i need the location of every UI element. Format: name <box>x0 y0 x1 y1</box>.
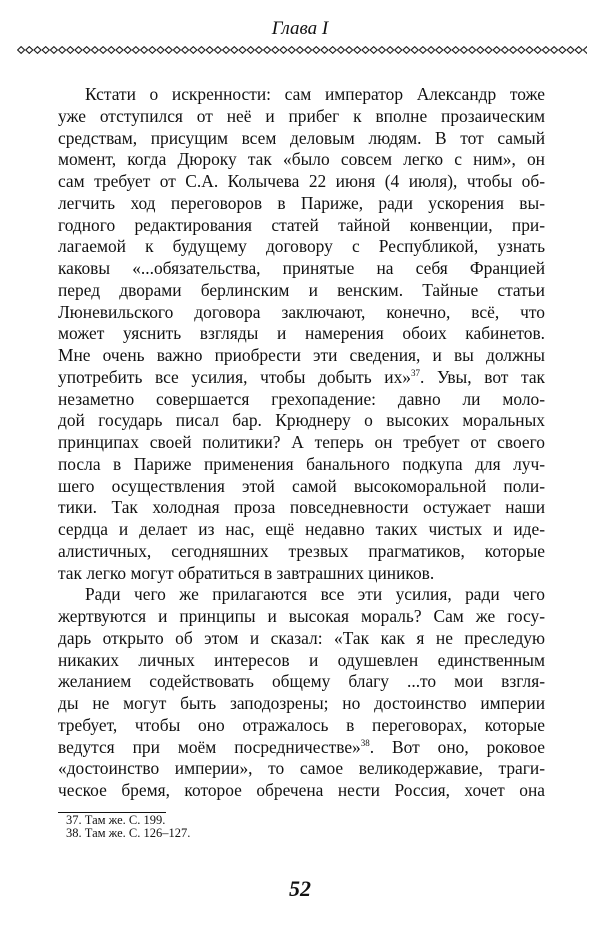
line-text: дой государь писал бар. Крюднеру о высоких моральных <box>58 410 545 431</box>
text-line <box>58 280 545 302</box>
text-line <box>58 563 545 585</box>
running-header: Глава I <box>271 18 329 39</box>
text-line <box>58 215 545 237</box>
line-text: Кстати о искренности: сам император Александр тоже <box>85 84 545 104</box>
line-text: легчить ход переговоров в Париже, ради ускорения вы- <box>58 192 545 213</box>
line-text: алистичных, сегодняшних трезвых прагматиков, которые <box>58 540 545 561</box>
text-line <box>58 584 545 606</box>
line-text: сердца и делает из нас, ещё недавно таких чистых и иде- <box>58 519 545 539</box>
text-line <box>58 693 545 715</box>
ornamental-divider <box>17 44 587 56</box>
text-line <box>58 650 545 672</box>
text-line <box>58 737 545 759</box>
text-line <box>58 432 545 454</box>
body-text <box>58 84 545 802</box>
text-line <box>58 84 545 106</box>
text-line <box>58 149 545 171</box>
text-line <box>58 128 545 150</box>
text-line <box>58 258 545 280</box>
text-line <box>58 454 545 476</box>
text-line <box>58 715 545 737</box>
text-line <box>58 410 545 432</box>
line-text: так легко могут обратиться в завтрашних циников. <box>58 562 435 583</box>
line-text: употребить все усилия, чтобы добыть их» <box>58 366 412 387</box>
text-line <box>58 236 545 258</box>
line-text: ведутся при моём посредничестве» <box>58 736 361 757</box>
text-line <box>58 628 545 650</box>
text-line <box>58 367 545 389</box>
text-line <box>58 497 545 519</box>
line-text: дарь открыто об этом и сказал: «Так как я не преследую <box>58 627 545 648</box>
text-line <box>58 171 545 193</box>
line-text: посла в Париже применения банального подкупа для луч- <box>58 453 545 474</box>
line-text: Люневильского договора заключают, конечно, всё, что <box>58 301 545 322</box>
text-line <box>58 345 545 367</box>
footnote-ref[interactable]: 37 <box>411 367 421 378</box>
line-text: принципах своей политики? А теперь он требует от своего <box>58 432 545 452</box>
line-text: средствам, присущим всем деловым людям. В тот самый <box>58 127 545 148</box>
line-text: перед дворами берлинским и венским. Тайные статьи <box>58 279 545 300</box>
text-line <box>58 606 545 628</box>
line-text: требует, чтобы оно отражалось в переговорах, которые <box>58 714 545 735</box>
text-line <box>58 193 545 215</box>
line-text: Ради чего же прилагаются все эти усилия, ради чего <box>85 584 545 605</box>
line-text: Мне очень важно приобрести эти сведения, и вы должны <box>58 345 545 365</box>
text-line <box>58 389 545 411</box>
line-text: сам требует от С.А. Колычева 22 июня (4 июля), чтобы об- <box>58 171 545 191</box>
text-line <box>58 106 545 128</box>
text-line <box>58 323 545 345</box>
text-line <box>58 758 545 780</box>
line-text: лагаемой к будущему договору с Республикой, узнать <box>58 236 545 257</box>
line-text: . Увы, вот так <box>420 366 545 387</box>
line-text: . Вот оно, роковое <box>369 736 545 757</box>
line-text: каковы «...обязательства, принятые на себя Францией <box>58 258 545 278</box>
line-text: уже отступился от неё и прибег к вполне прозаическим <box>58 105 545 126</box>
line-text: момент, когда Дюроку так «было совсем легко с ним», он <box>58 149 545 170</box>
line-text: ческое бремя, которое обречена нести Россия, хочет она <box>58 780 545 800</box>
footnote-ref[interactable]: 38 <box>360 737 370 748</box>
footnote-38: 38. Там же. С. 126–127. <box>66 826 191 840</box>
line-text: тики. Так холодная проза повседневности остужает наши <box>58 497 545 518</box>
page-number: 52 <box>289 876 311 901</box>
line-text: ды не могут быть заподозрены; но достоинство империи <box>58 693 545 713</box>
text-line <box>58 476 545 498</box>
line-text: годного редактирования статей тайной конвенции, при- <box>58 214 545 235</box>
line-text: шего осуществления этой самой высокоморальной поли- <box>58 475 545 496</box>
footnotes <box>66 814 190 840</box>
text-line <box>58 780 545 802</box>
line-text: «достоинство империи», то самое великодержавие, траги- <box>58 758 545 779</box>
footnote-37: 37. Там же. С. 199. <box>66 813 166 827</box>
line-text: жертвуются и принципы и высокая мораль? Сам же госу- <box>58 606 545 626</box>
line-text: может уяснить взгляды и намерения обоих кабинетов. <box>58 323 545 344</box>
line-text: незаметно совершается грехопадение: давно ли моло- <box>58 388 545 409</box>
line-text: желанием содействовать общему благу ...то мои взгля- <box>58 671 545 692</box>
text-line <box>58 302 545 324</box>
line-text: никаких личных интересов и одушевлен единственным <box>58 649 545 670</box>
text-line <box>58 541 545 563</box>
text-line <box>58 671 545 693</box>
text-line <box>58 519 545 541</box>
